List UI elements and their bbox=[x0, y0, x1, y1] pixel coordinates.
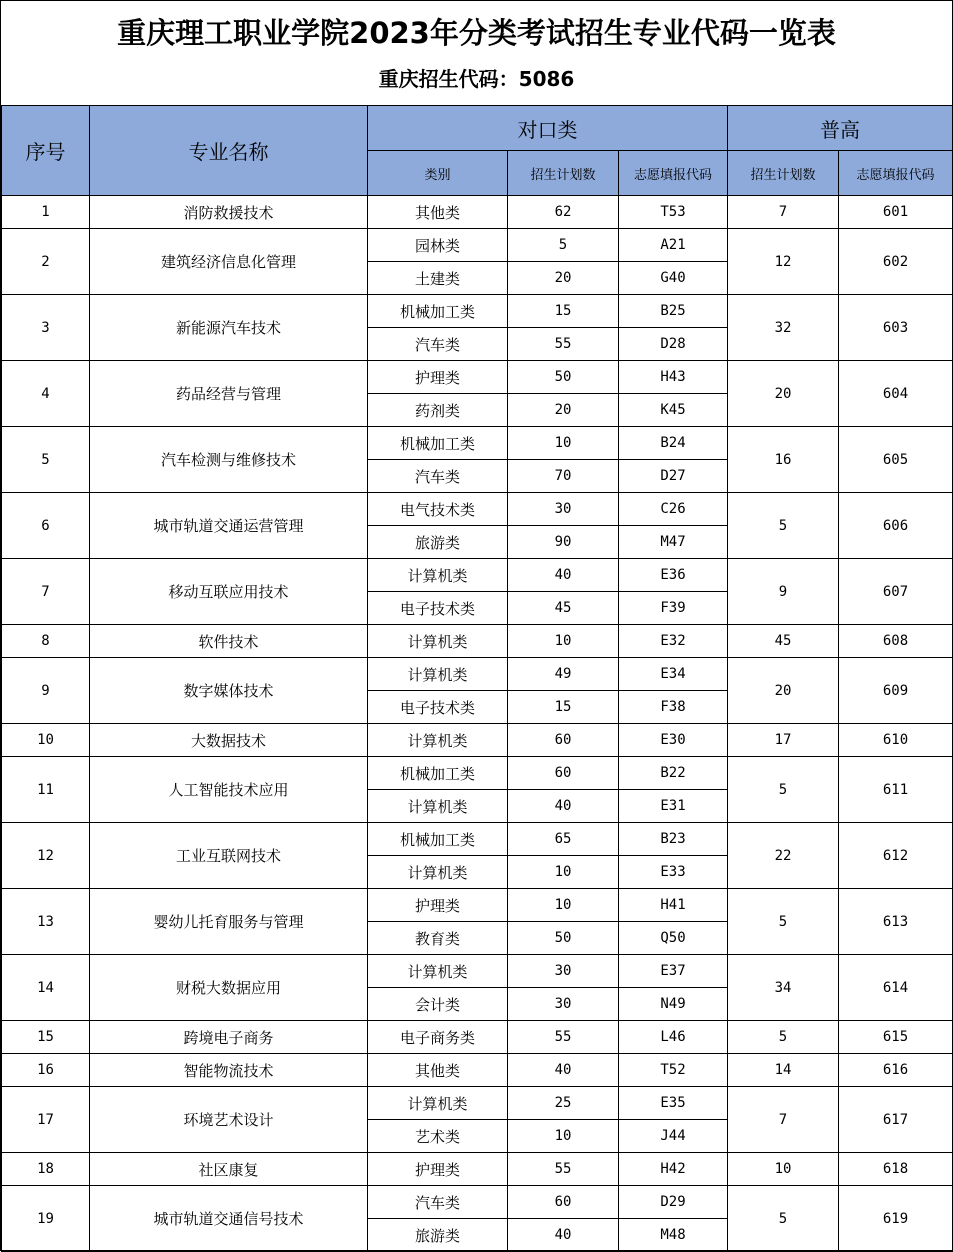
category-cell: 计算机类 bbox=[368, 724, 508, 757]
plan-cell: 50 bbox=[508, 361, 619, 394]
code-cell: J44 bbox=[619, 1120, 728, 1153]
table-row bbox=[2, 955, 953, 988]
code-cell: H41 bbox=[619, 889, 728, 922]
code-cell: M47 bbox=[619, 526, 728, 559]
plan-cell: 10 bbox=[508, 1120, 619, 1153]
general-code-cell: 606 bbox=[839, 493, 953, 559]
code-cell: F39 bbox=[619, 592, 728, 625]
category-cell: 机械加工类 bbox=[368, 295, 508, 328]
table-row bbox=[2, 295, 953, 328]
plan-cell: 55 bbox=[508, 328, 619, 361]
general-code-cell: 610 bbox=[839, 724, 953, 757]
category-cell: 计算机类 bbox=[368, 955, 508, 988]
major-name-cell: 城市轨道交通运营管理 bbox=[90, 493, 368, 559]
plan-cell: 10 bbox=[508, 427, 619, 460]
general-code-cell: 611 bbox=[839, 757, 953, 823]
code-cell: B23 bbox=[619, 823, 728, 856]
major-name-cell: 数字媒体技术 bbox=[90, 658, 368, 724]
general-plan-cell: 14 bbox=[728, 1054, 839, 1087]
general-plan-cell: 7 bbox=[728, 196, 839, 229]
major-name-cell: 消防救援技术 bbox=[90, 196, 368, 229]
major-name-cell: 智能物流技术 bbox=[90, 1054, 368, 1087]
major-name-cell: 工业互联网技术 bbox=[90, 823, 368, 889]
plan-cell: 20 bbox=[508, 394, 619, 427]
plan-cell: 45 bbox=[508, 592, 619, 625]
general-plan-cell: 9 bbox=[728, 559, 839, 625]
category-cell: 汽车类 bbox=[368, 1186, 508, 1219]
category-cell: 计算机类 bbox=[368, 658, 508, 691]
major-name-cell: 移动互联应用技术 bbox=[90, 559, 368, 625]
header-category: 类别 bbox=[368, 151, 508, 196]
general-plan-cell: 5 bbox=[728, 889, 839, 955]
code-cell: M48 bbox=[619, 1219, 728, 1252]
code-cell: C26 bbox=[619, 493, 728, 526]
major-name-cell: 汽车检测与维修技术 bbox=[90, 427, 368, 493]
general-plan-cell: 5 bbox=[728, 757, 839, 823]
table-row bbox=[2, 625, 953, 658]
code-cell: E30 bbox=[619, 724, 728, 757]
plan-cell: 40 bbox=[508, 559, 619, 592]
general-code-cell: 601 bbox=[839, 196, 953, 229]
table-row bbox=[2, 757, 953, 790]
general-plan-cell: 20 bbox=[728, 658, 839, 724]
general-code-cell: 609 bbox=[839, 658, 953, 724]
plan-cell: 40 bbox=[508, 1054, 619, 1087]
row-index-cell: 9 bbox=[2, 658, 90, 724]
code-cell: E32 bbox=[619, 625, 728, 658]
table-row bbox=[2, 823, 953, 856]
category-cell: 计算机类 bbox=[368, 559, 508, 592]
major-name-cell: 社区康复 bbox=[90, 1153, 368, 1186]
code-cell: D27 bbox=[619, 460, 728, 493]
category-cell: 艺术类 bbox=[368, 1120, 508, 1153]
header-plan-general: 招生计划数 bbox=[728, 151, 839, 196]
general-code-cell: 614 bbox=[839, 955, 953, 1021]
code-cell: E37 bbox=[619, 955, 728, 988]
general-plan-cell: 7 bbox=[728, 1087, 839, 1153]
table-row bbox=[2, 1054, 953, 1087]
row-index-cell: 12 bbox=[2, 823, 90, 889]
category-cell: 护理类 bbox=[368, 1153, 508, 1186]
table-row bbox=[2, 1087, 953, 1120]
code-cell: T52 bbox=[619, 1054, 728, 1087]
code-cell: E36 bbox=[619, 559, 728, 592]
major-name-cell: 药品经营与管理 bbox=[90, 361, 368, 427]
category-cell: 旅游类 bbox=[368, 1219, 508, 1252]
category-cell: 土建类 bbox=[368, 262, 508, 295]
row-index-cell: 18 bbox=[2, 1153, 90, 1186]
major-name-cell: 大数据技术 bbox=[90, 724, 368, 757]
table-row bbox=[2, 559, 953, 592]
major-name-cell: 环境艺术设计 bbox=[90, 1087, 368, 1153]
row-index-cell: 10 bbox=[2, 724, 90, 757]
general-plan-cell: 22 bbox=[728, 823, 839, 889]
plan-cell: 60 bbox=[508, 724, 619, 757]
code-cell: G40 bbox=[619, 262, 728, 295]
major-name-cell: 建筑经济信息化管理 bbox=[90, 229, 368, 295]
page-title: 重庆理工职业学院2023年分类考试招生专业代码一览表 bbox=[117, 16, 836, 50]
table-row bbox=[2, 1153, 953, 1186]
major-name-cell: 软件技术 bbox=[90, 625, 368, 658]
plan-cell: 55 bbox=[508, 1153, 619, 1186]
plan-cell: 55 bbox=[508, 1021, 619, 1054]
header-index: 序号 bbox=[2, 106, 90, 196]
general-plan-cell: 5 bbox=[728, 493, 839, 559]
category-cell: 电子技术类 bbox=[368, 592, 508, 625]
code-cell: E35 bbox=[619, 1087, 728, 1120]
category-cell: 旅游类 bbox=[368, 526, 508, 559]
code-cell: E31 bbox=[619, 790, 728, 823]
table-row bbox=[2, 889, 953, 922]
major-name-cell: 财税大数据应用 bbox=[90, 955, 368, 1021]
majors-table bbox=[1, 105, 953, 1252]
row-index-cell: 3 bbox=[2, 295, 90, 361]
table-row bbox=[2, 493, 953, 526]
category-cell: 机械加工类 bbox=[368, 823, 508, 856]
code-cell: N49 bbox=[619, 988, 728, 1021]
general-code-cell: 616 bbox=[839, 1054, 953, 1087]
table-row bbox=[2, 658, 953, 691]
code-cell: L46 bbox=[619, 1021, 728, 1054]
row-index-cell: 13 bbox=[2, 889, 90, 955]
general-plan-cell: 10 bbox=[728, 1153, 839, 1186]
plan-cell: 65 bbox=[508, 823, 619, 856]
general-plan-cell: 34 bbox=[728, 955, 839, 1021]
table-row bbox=[2, 229, 953, 262]
table-row bbox=[2, 1021, 953, 1054]
plan-cell: 50 bbox=[508, 922, 619, 955]
general-plan-cell: 32 bbox=[728, 295, 839, 361]
category-cell: 其他类 bbox=[368, 196, 508, 229]
code-cell: Q50 bbox=[619, 922, 728, 955]
table-row bbox=[2, 724, 953, 757]
major-name-cell: 新能源汽车技术 bbox=[90, 295, 368, 361]
code-cell: D28 bbox=[619, 328, 728, 361]
code-cell: K45 bbox=[619, 394, 728, 427]
plan-cell: 30 bbox=[508, 493, 619, 526]
major-name-cell: 人工智能技术应用 bbox=[90, 757, 368, 823]
row-index-cell: 19 bbox=[2, 1186, 90, 1252]
category-cell: 药剂类 bbox=[368, 394, 508, 427]
category-cell: 教育类 bbox=[368, 922, 508, 955]
plan-cell: 60 bbox=[508, 757, 619, 790]
code-cell: B24 bbox=[619, 427, 728, 460]
code-cell: B25 bbox=[619, 295, 728, 328]
major-name-cell: 城市轨道交通信号技术 bbox=[90, 1186, 368, 1252]
general-plan-cell: 5 bbox=[728, 1021, 839, 1054]
row-index-cell: 11 bbox=[2, 757, 90, 823]
plan-cell: 40 bbox=[508, 790, 619, 823]
plan-cell: 70 bbox=[508, 460, 619, 493]
plan-cell: 10 bbox=[508, 856, 619, 889]
general-plan-cell: 16 bbox=[728, 427, 839, 493]
category-cell: 计算机类 bbox=[368, 856, 508, 889]
row-index-cell: 5 bbox=[2, 427, 90, 493]
category-cell: 其他类 bbox=[368, 1054, 508, 1087]
table-row bbox=[2, 361, 953, 394]
code-cell: E33 bbox=[619, 856, 728, 889]
plan-cell: 20 bbox=[508, 262, 619, 295]
code-cell: D29 bbox=[619, 1186, 728, 1219]
row-index-cell: 7 bbox=[2, 559, 90, 625]
header-code: 志愿填报代码 bbox=[619, 151, 728, 196]
general-code-cell: 613 bbox=[839, 889, 953, 955]
table-row bbox=[2, 1186, 953, 1219]
category-cell: 计算机类 bbox=[368, 625, 508, 658]
plan-cell: 90 bbox=[508, 526, 619, 559]
general-code-cell: 618 bbox=[839, 1153, 953, 1186]
plan-cell: 60 bbox=[508, 1186, 619, 1219]
code-cell: F38 bbox=[619, 691, 728, 724]
category-cell: 园林类 bbox=[368, 229, 508, 262]
general-code-cell: 619 bbox=[839, 1186, 953, 1252]
row-index-cell: 14 bbox=[2, 955, 90, 1021]
code-cell: H42 bbox=[619, 1153, 728, 1186]
table-body bbox=[2, 196, 953, 1252]
row-index-cell: 16 bbox=[2, 1054, 90, 1087]
major-name-cell: 婴幼儿托育服务与管理 bbox=[90, 889, 368, 955]
plan-cell: 5 bbox=[508, 229, 619, 262]
category-cell: 护理类 bbox=[368, 889, 508, 922]
plan-cell: 30 bbox=[508, 988, 619, 1021]
plan-cell: 40 bbox=[508, 1219, 619, 1252]
major-name-cell: 跨境电子商务 bbox=[90, 1021, 368, 1054]
category-cell: 电子技术类 bbox=[368, 691, 508, 724]
code-cell: H43 bbox=[619, 361, 728, 394]
header-major: 专业名称 bbox=[90, 106, 368, 196]
category-cell: 护理类 bbox=[368, 361, 508, 394]
category-cell: 会计类 bbox=[368, 988, 508, 1021]
general-code-cell: 617 bbox=[839, 1087, 953, 1153]
category-cell: 计算机类 bbox=[368, 790, 508, 823]
row-index-cell: 6 bbox=[2, 493, 90, 559]
table-row bbox=[2, 196, 953, 229]
general-code-cell: 603 bbox=[839, 295, 953, 361]
general-plan-cell: 17 bbox=[728, 724, 839, 757]
general-plan-cell: 20 bbox=[728, 361, 839, 427]
general-code-cell: 602 bbox=[839, 229, 953, 295]
plan-cell: 10 bbox=[508, 889, 619, 922]
row-index-cell: 15 bbox=[2, 1021, 90, 1054]
plan-cell: 25 bbox=[508, 1087, 619, 1120]
header-general: 普高 bbox=[728, 106, 953, 151]
plan-cell: 15 bbox=[508, 295, 619, 328]
code-cell: B22 bbox=[619, 757, 728, 790]
code-cell: T53 bbox=[619, 196, 728, 229]
general-plan-cell: 45 bbox=[728, 625, 839, 658]
table-row bbox=[2, 427, 953, 460]
category-cell: 机械加工类 bbox=[368, 427, 508, 460]
category-cell: 汽车类 bbox=[368, 328, 508, 361]
plan-cell: 10 bbox=[508, 625, 619, 658]
general-code-cell: 604 bbox=[839, 361, 953, 427]
category-cell: 计算机类 bbox=[368, 1087, 508, 1120]
row-index-cell: 4 bbox=[2, 361, 90, 427]
general-plan-cell: 12 bbox=[728, 229, 839, 295]
row-index-cell: 2 bbox=[2, 229, 90, 295]
page-subtitle: 重庆招生代码：5086 bbox=[378, 67, 575, 91]
row-index-cell: 1 bbox=[2, 196, 90, 229]
general-code-cell: 607 bbox=[839, 559, 953, 625]
code-cell: A21 bbox=[619, 229, 728, 262]
general-code-cell: 608 bbox=[839, 625, 953, 658]
plan-cell: 30 bbox=[508, 955, 619, 988]
row-index-cell: 17 bbox=[2, 1087, 90, 1153]
category-cell: 汽车类 bbox=[368, 460, 508, 493]
plan-cell: 49 bbox=[508, 658, 619, 691]
general-code-cell: 605 bbox=[839, 427, 953, 493]
category-cell: 机械加工类 bbox=[368, 757, 508, 790]
header-vocational: 对口类 bbox=[368, 106, 728, 151]
plan-cell: 62 bbox=[508, 196, 619, 229]
header-code-general: 志愿填报代码 bbox=[839, 151, 953, 196]
plan-cell: 15 bbox=[508, 691, 619, 724]
category-cell: 电子商务类 bbox=[368, 1021, 508, 1054]
category-cell: 电气技术类 bbox=[368, 493, 508, 526]
header-plan: 招生计划数 bbox=[508, 151, 619, 196]
general-plan-cell: 5 bbox=[728, 1186, 839, 1252]
row-index-cell: 8 bbox=[2, 625, 90, 658]
code-cell: E34 bbox=[619, 658, 728, 691]
general-code-cell: 612 bbox=[839, 823, 953, 889]
general-code-cell: 615 bbox=[839, 1021, 953, 1054]
